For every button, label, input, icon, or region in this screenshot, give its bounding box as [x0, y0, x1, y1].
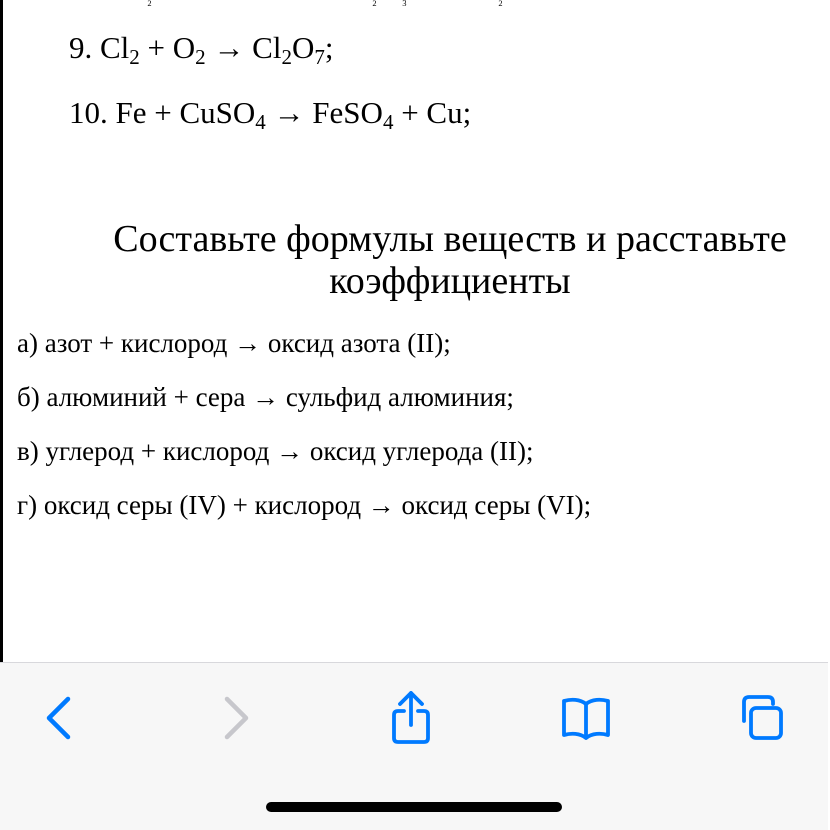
task-d: г) оксид серы (IV) + кислород → оксид серы (VI); — [17, 490, 592, 520]
section-heading: Составьте формулы веществ и расставьте коэффициенты — [113, 218, 787, 302]
equation-9: 9. $Cl_2 + O_2 \to Cl_2O_7$; — [69, 30, 334, 69]
bookmarks-button[interactable] — [556, 689, 616, 747]
back-button[interactable] — [28, 689, 88, 747]
tabs-icon — [735, 694, 785, 742]
task-b: б) алюминий + сера → сульфид алюминия; — [17, 382, 514, 412]
safari-bottom-toolbar — [0, 662, 828, 830]
home-indicator[interactable] — [266, 802, 562, 812]
left-border — [0, 0, 3, 662]
chevron-right-icon — [220, 696, 254, 740]
clipped-subscript — [498, 0, 503, 7]
forward-button[interactable] — [207, 689, 267, 747]
tabs-button[interactable] — [730, 689, 790, 747]
clipped-subscript — [402, 0, 407, 7]
task-a: а) азот + кислород → оксид азота (II); — [17, 328, 451, 358]
task-c: в) углерод + кислород → оксид углерода (II); — [17, 436, 534, 466]
book-icon — [560, 696, 612, 740]
chevron-left-icon — [41, 696, 75, 740]
clipped-previous-equation — [100, 0, 520, 3]
clipped-subscript — [147, 0, 152, 7]
share-icon — [389, 691, 433, 745]
equation-10: 10. Fe + CuSO$_4$ → FeSO$_4$ + Cu; — [69, 95, 472, 134]
share-button[interactable] — [381, 689, 441, 747]
clipped-subscript — [372, 0, 377, 7]
